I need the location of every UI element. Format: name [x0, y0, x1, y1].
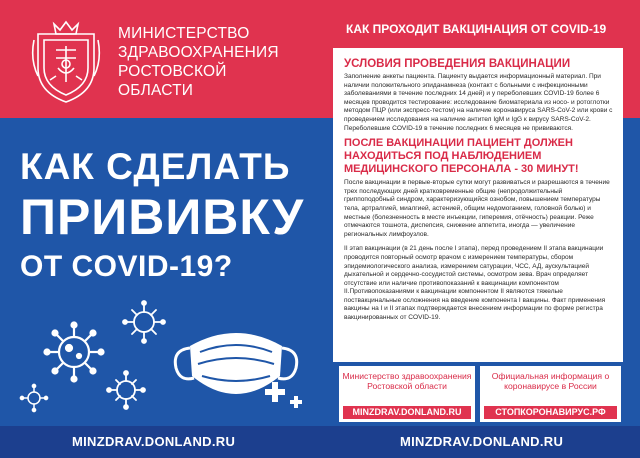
coronavirus-info-box: [480, 366, 621, 422]
vaccination-info-card: [333, 48, 623, 362]
virus-icon-small-1: [123, 301, 165, 343]
conditions-text: Заполнение анкеты пациента. Пациенту выдается информационный материал. При наличии положительного эпиданамнеза (контакт с больными с инфекционными заболеваниями в течение последних 14 дней) и у переболевших COVID-19 более 6 месяцев проводится тестирование: исследование биоматериала из носо- и ротоглотки методом ПЦР (или экспресс-тестом) на наличие коронавируса SARS-CoV-2 или крови с проведением исследования на наличие антител IgM и IgG к вирусу SARS-CoV-2. Переболевшие COVID-19 в течение последних 6 месяцев не прививаются.: [344, 73, 613, 132]
coronavirus-info-box-text: Официальная информация о коронавирусе в России: [491, 371, 610, 391]
medical-plus-icon: [265, 382, 302, 408]
headline-line-1: КАК СДЕЛАТЬ: [20, 146, 291, 187]
footer-left-url[interactable]: MINZDRAV.DONLAND.RU: [72, 434, 236, 449]
ministry-name-line-3: РОСТОВСКОЙ: [118, 63, 227, 80]
vaccination-illustration: [14, 290, 314, 418]
ministry-site-link[interactable]: MINZDRAV.DONLAND.RU: [343, 406, 471, 419]
ministry-link-box-text: Министерство здравоохранения Ростовской области: [342, 371, 472, 391]
rostov-region-coat-of-arms-icon: [30, 20, 102, 106]
stopcoronavirus-site-link[interactable]: СТОПКОРОНАВИРУС.РФ: [484, 406, 617, 419]
ministry-link-box: [339, 366, 475, 422]
virus-icon: [45, 323, 104, 382]
observation-heading: ПОСЛЕ ВАКЦИНАЦИИ ПАЦИЕНТ ДОЛЖЕН НАХОДИТЬСЯ ПОД НАБЛЮДЕНИЕМ МЕДИЦИНСКОГО ПЕРСОНАЛА - 30 МИНУТ!: [344, 137, 579, 176]
vaccination-process-title: КАК ПРОХОДИТ ВАКЦИНАЦИЯ ОТ COVID-19: [346, 22, 607, 36]
footer-right-url[interactable]: MINZDRAV.DONLAND.RU: [400, 434, 564, 449]
face-mask-icon: [175, 333, 296, 394]
ministry-name: [118, 24, 318, 100]
second-stage-text: II этап вакцинации (в 21 день после I этапа), перед проведением II этапа вакцинации проводится повторный осмотр врачом с измерением температуры, сбором эпидемиологического анализа, измерением сатурации, ЧСС, АД, аускультацией дыхательной и сердечно-сосудистой системы, осмотром зева. Врач определяет отсутствие или наличие противопоказаний к вакцинации компонентом II.Противопоказаниями к вакцинации компонентом II являются тяжелые поствакцинальные осложнения на введение компонента I вакцины. Факт применения вакцины на I и II этапах подтверждается внесением информации по форме регистра вакцинированных от COVID-19.: [344, 245, 606, 322]
ministry-name-line-2: ЗДРАВООХРАНЕНИЯ: [118, 44, 279, 61]
virus-icon-small-3: [20, 384, 47, 411]
virus-icon-small-2: [107, 371, 145, 409]
after-vaccination-text: После вакцинации в первые-вторые сутки могут развиваться и разрешаются в течение трех последующих дней кратковременные общие (непродолжительный гриппоподобный синдром, характеризующийся ознобом, повышением температуры тела, артралгией, миалгией, астенией, общим недомоганием, головной болью) и местные (болезненность в месте инъекции, гиперемия, отёчность) реакции. Реже отмечаются тошнота, диспепсия, снижение аппетита, иногда — увеличение региональных лимфоузлов.: [344, 179, 610, 238]
conditions-heading: УСЛОВИЯ ПРОВЕДЕНИЯ ВАКЦИНАЦИИ: [344, 58, 571, 70]
ministry-name-line-1: МИНИСТЕРСТВО: [118, 25, 250, 42]
ministry-name-line-4: ОБЛАСТИ: [118, 82, 194, 99]
headline-line-3: ОТ COVID-19?: [20, 250, 233, 283]
headline-line-2: ПРИВИВКУ: [20, 189, 305, 245]
